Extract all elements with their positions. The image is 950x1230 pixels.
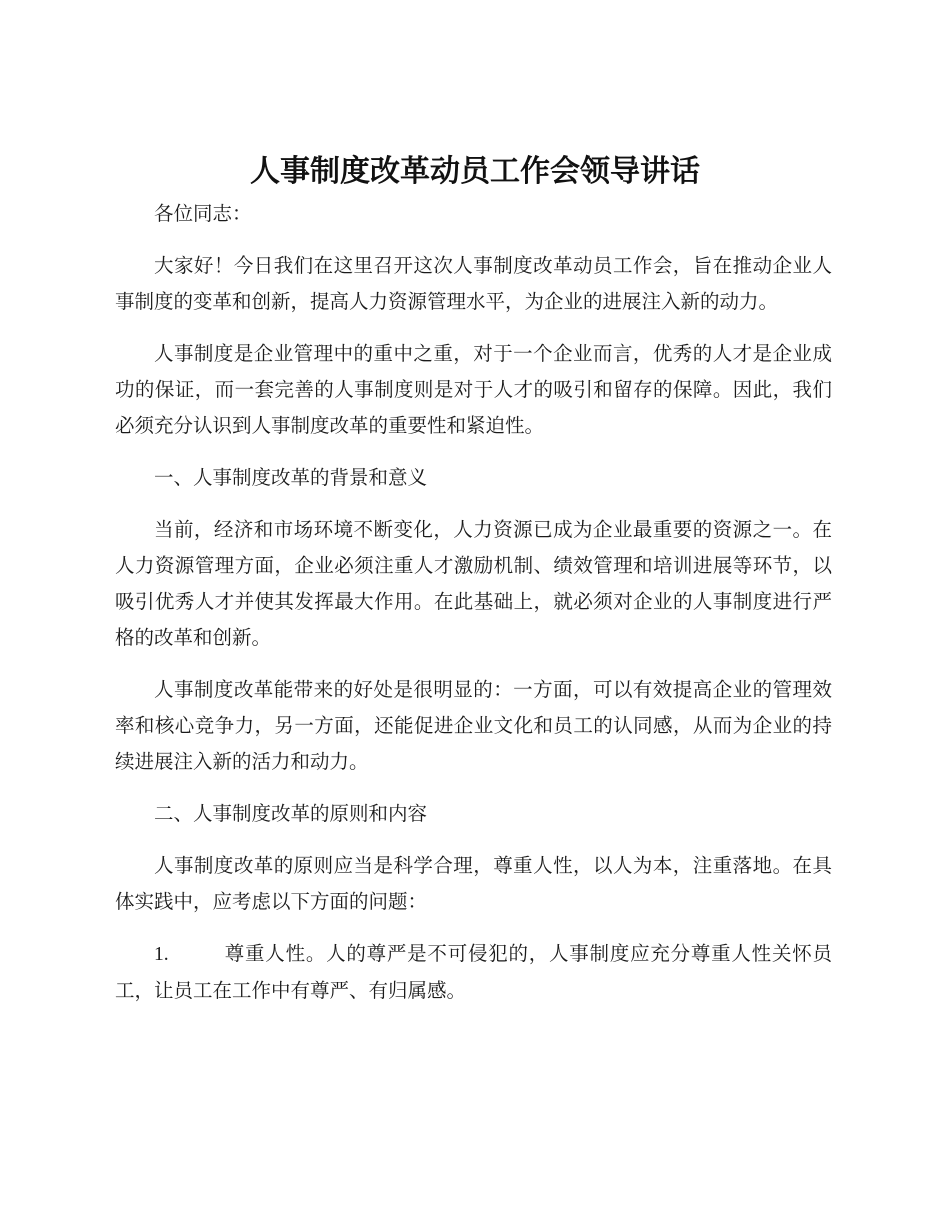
document-title: 人事制度改革动员工作会领导讲话 — [250, 154, 700, 189]
paragraph-principles: 人事制度改革的原则应当是科学合理，尊重人性，以人为本，注重落地。在具体实践中，应考虑以下方面的问题： — [115, 854, 832, 913]
paragraph-background: 当前，经济和市场环境不断变化，人力资源已成为企业最重要的资源之一。在人力资源管理方面，企业必须注重人才激励机制、绩效管理和培训进展等环节，以吸引优秀人才并使其发挥最大作用。在此基础上，就必须对企业的人事制度进行严格的改革和创新。 — [115, 518, 832, 649]
document-body — [115, 196, 832, 1009]
paragraph-importance: 人事制度是企业管理中的重中之重，对于一个企业而言，优秀的人才是企业成功的保证，而一套完善的人事制度则是对于人才的吸引和留存的保障。因此，我们必须充分认识到人事制度改革的重要性和紧迫性。 — [115, 342, 832, 437]
paragraph-intro: 大家好！今日我们在这里召开这次人事制度改革动员工作会，旨在推动企业人事制度的变革和创新，提高人力资源管理水平，为企业的进展注入新的动力。 — [115, 254, 832, 313]
list-item — [115, 936, 832, 1009]
paragraph-benefits: 人事制度改革能带来的好处是很明显的：一方面，可以有效提高企业的管理效率和核心竞争力，另一方面，还能促进企业文化和员工的认同感，从而为企业的持续进展注入新的活力和动力。 — [115, 678, 832, 773]
section-heading-2: 二、人事制度改革的原则和内容 — [154, 802, 428, 825]
section-heading-1: 一、人事制度改革的背景和意义 — [154, 466, 428, 489]
list-item-text: 尊重人性。人的尊严是不可侵犯的，人事制度应充分尊重人性关怀员工，让员工在工作中有尊严、有归属感。 — [115, 942, 832, 1002]
salutation: 各位同志： — [154, 202, 252, 225]
list-item-number: 1. — [154, 944, 169, 965]
